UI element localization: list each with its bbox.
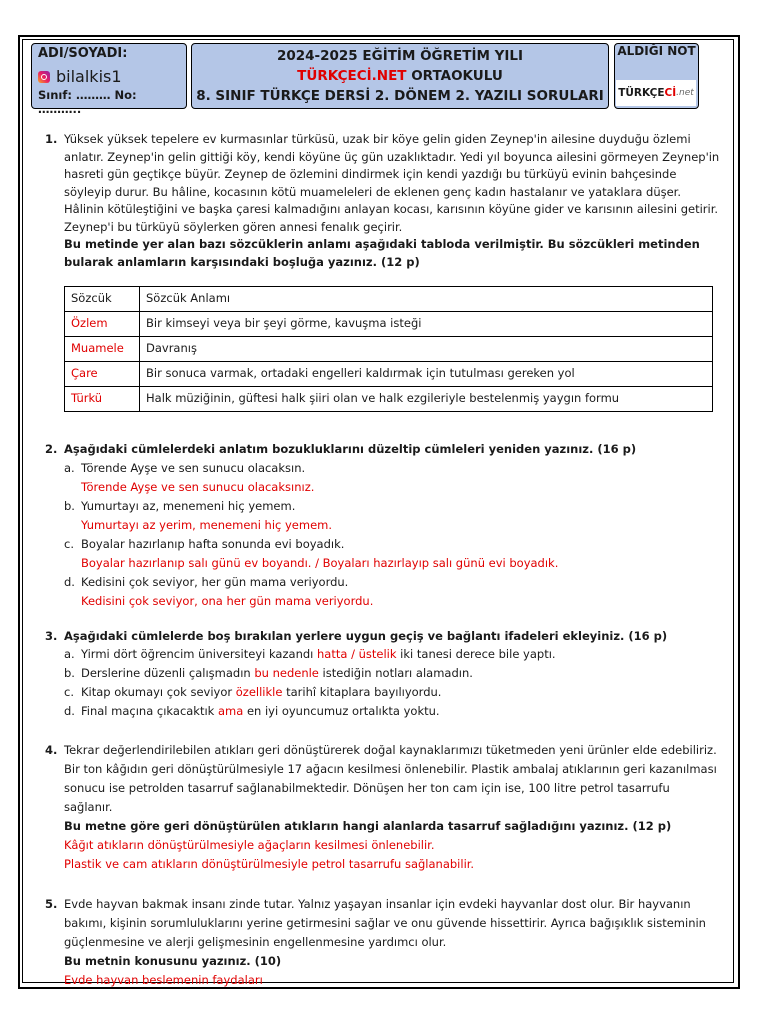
item-before: Final maçına çıkacaktık	[81, 704, 218, 718]
table-header-word: Sözcük	[65, 287, 140, 312]
question-text: Tekrar değerlendirilebilen atıkları geri dönüştürerek doğal kaynaklarımızı tüketmeden yeni ürünler elde edebiliriz. Bir ton kâğıdın geri dönüştürülmesiyle 17 ağacın kesilmesi önlenebilir. Plastik ambalaj atıklarının geri kazanılması sonucu ise petrolden tasarruf sağlanabilmektedir. Dönüşen her ton cam için ise, 100 litre petrol tasarrufu sağlanır.	[64, 743, 717, 814]
question-number: 3.	[45, 628, 58, 643]
item-letter: d.	[64, 704, 75, 718]
question-instruction: Bu metnin konusunu yazınız. (10)	[64, 954, 282, 968]
item-answer: Boyalar hazırlanıp salı günü ev boyandı. / Boyaları hazırlayıp salı günü evi boyadık.	[81, 555, 559, 570]
class-number-line: Sınıf: ……… No: ………..	[38, 88, 137, 116]
item-after: iki tanesi derece bile yaptı.	[396, 647, 556, 661]
item-letter: c.	[64, 685, 74, 699]
logo-text-a: TÜRKÇE	[618, 87, 665, 99]
item-after: en iyi oyuncumuz ortalıkta yoktu.	[243, 704, 440, 718]
table-cell-word: Çare	[65, 362, 140, 387]
question-number: 1.	[45, 132, 58, 146]
question-2-items	[40, 459, 720, 611]
item-after: istediğin notları alamadın.	[318, 666, 473, 680]
list-item	[40, 573, 720, 592]
academic-year: 2024-2025 EĞİTİM ÖĞRETİM YILI	[276, 48, 524, 64]
instagram-icon	[38, 71, 50, 83]
item-before: Yirmi dört öğrencim üniversiteyi kazandı	[81, 647, 318, 661]
item-text: Törende Ayşe ve sen sunucu olacaksın.	[81, 460, 306, 475]
question-5	[40, 895, 720, 990]
question-text: Evde hayvan bakmak insanı zinde tutar. Yalnız yaşayan insanlar için evdeki hayvanlar dost olur. Bir hayvanın bakımı, kişinin sorumluluklarını yerine getirmesini sağlar ve onu güvende hissettirir. Ayrıca bağışıklık sisteminin güçlenmesine ve alerji gelişmesinin engellenmesine yardımcı olur.	[64, 897, 706, 949]
item-fill: özellikle	[235, 685, 283, 699]
table-row	[65, 312, 713, 337]
item-answer: Kedisini çok seviyor, ona her gün mama veriyordu.	[81, 593, 374, 608]
question-instruction: Bu metne göre geri dönüştürülen atıkların hangi alanlarda tasarruf sağladığını yazınız. (12 p)	[64, 819, 672, 833]
vocabulary-table	[64, 286, 713, 412]
question-instruction: Aşağıdaki cümlelerdeki anlatım bozukluklarını düzeltip cümleleri yeniden yazınız. (16 p)	[64, 442, 637, 456]
question-3-items	[40, 645, 720, 721]
student-info-box	[31, 43, 187, 116]
question-instruction: Bu metinde yer alan bazı sözcüklerin anlamı aşağıdaki tabloda verilmiştir. Bu sözcükleri metinden bularak anlamların karşısındaki boşluğa yazınız. (12 p)	[64, 237, 700, 269]
item-after: tarihî kitaplara bayılıyordu.	[282, 685, 442, 699]
table-cell-meaning: Bir sonuca varmak, ortadaki engelleri kaldırmak için tutulması gereken yol	[140, 362, 713, 387]
item-fill: bu nedenle	[254, 666, 319, 680]
question-instruction: Aşağıdaki cümlelerde boş bırakılan yerlere uygun geçiş ve bağlantı ifadeleri ekleyiniz. (16 p)	[64, 628, 668, 643]
question-2	[40, 441, 720, 459]
item-text: Boyalar hazırlanıp hafta sonunda evi boyadık.	[81, 536, 345, 551]
logo-text-b: Cİ	[664, 87, 677, 99]
answer-line-2: Plastik ve cam atıkların dönüştürülmesiyle petrol tasarrufu sağlanabilir.	[64, 857, 475, 871]
answer-line: Evde hayvan beslemenin faydaları	[64, 973, 263, 987]
question-number: 4.	[45, 743, 58, 757]
table-cell-word: Türkü	[65, 387, 140, 412]
table-cell-meaning: Bir kimseyi veya bir şeyi görme, kavuşma isteği	[140, 312, 713, 337]
item-answer: Törende Ayşe ve sen sunucu olacaksınız.	[81, 479, 315, 494]
school-name-rest: ORTAOKULU	[406, 68, 503, 84]
school-name	[192, 66, 608, 86]
item-text: Yumurtayı az, menemeni hiç yemem.	[81, 498, 296, 513]
name-label: ADI/SOYADI:	[38, 46, 128, 61]
item-letter: b.	[64, 498, 75, 513]
question-number: 2.	[45, 442, 58, 456]
table-header-meaning: Sözcük Anlamı	[140, 287, 713, 312]
item-text: Kedisini çok seviyor, her gün mama veriyordu.	[81, 574, 349, 589]
table-cell-meaning: Davranış	[140, 337, 713, 362]
list-item	[40, 535, 720, 554]
table-row	[65, 337, 713, 362]
question-number: 5.	[45, 897, 58, 911]
list-item	[40, 459, 720, 478]
grade-label: ALDIĞI NOT	[617, 44, 696, 58]
exam-name: 8. SINIF TÜRKÇE DERSİ 2. DÖNEM 2. YAZILI SORULARI	[196, 88, 604, 104]
exam-title-box	[191, 43, 609, 109]
table-row	[65, 387, 713, 412]
table-cell-meaning: Halk müziğinin, güftesi halk şiiri olan ve halk ezgileriyle bestelenmiş yaygın formu	[140, 387, 713, 412]
username-line	[38, 67, 180, 86]
item-fill: ama	[218, 704, 244, 718]
username: bilalkis1	[56, 67, 122, 86]
table-row	[65, 362, 713, 387]
turkceci-logo	[616, 80, 696, 106]
answer-line-1: Kâğıt atıkların dönüştürülmesiyle ağaçların kesilmesi önlenebilir.	[64, 838, 435, 852]
item-letter: a.	[64, 647, 75, 661]
list-item	[40, 497, 720, 516]
item-fill: hatta / üstelik	[317, 647, 397, 661]
item-before: Kitap okumayı çok seviyor	[81, 685, 236, 699]
question-3	[40, 628, 720, 646]
question-1	[40, 131, 720, 271]
school-name-brand: TÜRKÇECİ.NET	[297, 68, 407, 84]
item-letter: c.	[64, 536, 74, 551]
item-letter: d.	[64, 574, 75, 589]
item-answer: Yumurtayı az yerim, menemeni hiç yemem.	[81, 517, 333, 532]
table-cell-word: Özlem	[65, 312, 140, 337]
question-text: Yüksek yüksek tepelere ev kurmasınlar türküsü, uzak bir köye gelin giden Zeynep'in ailesine duyduğu özlemi anlatır. Zeynep'in gelin gittiği köy, kendi köyüne üç gün uzaklıktadır. Yedi yıl boyunca ailesini görmeyen Zeynep'in hasreti gün geçtikçe büyür. Zeynep de özlemini dindirmek için kendi yazdığı bu türküyü evinin bahçesinde söyleyip durur. Bu hâline, kocasının kötü muameleleri de eklenen genç kadın hastalanır ve yataklara düşer. Hâlinin kötüleştiğini ve başka çaresi kalmadığını anlayan kocası, karısının köyüne gider ve karısının ailesini getirir. Zeynep'i bu türküyü söylerken gören annesi fenalık geçirir.	[64, 132, 720, 234]
item-letter: a.	[64, 460, 75, 475]
list-item	[40, 702, 720, 721]
list-item	[40, 683, 720, 702]
table-header-row	[65, 287, 713, 312]
item-letter: b.	[64, 666, 75, 680]
question-4	[40, 741, 720, 874]
exam-content	[40, 131, 720, 990]
table-cell-word: Muamele	[65, 337, 140, 362]
item-before: Derslerine düzenli çalışmadın	[81, 666, 255, 680]
logo-text-c: .net	[676, 88, 694, 98]
list-item	[40, 664, 720, 683]
list-item	[40, 645, 720, 664]
